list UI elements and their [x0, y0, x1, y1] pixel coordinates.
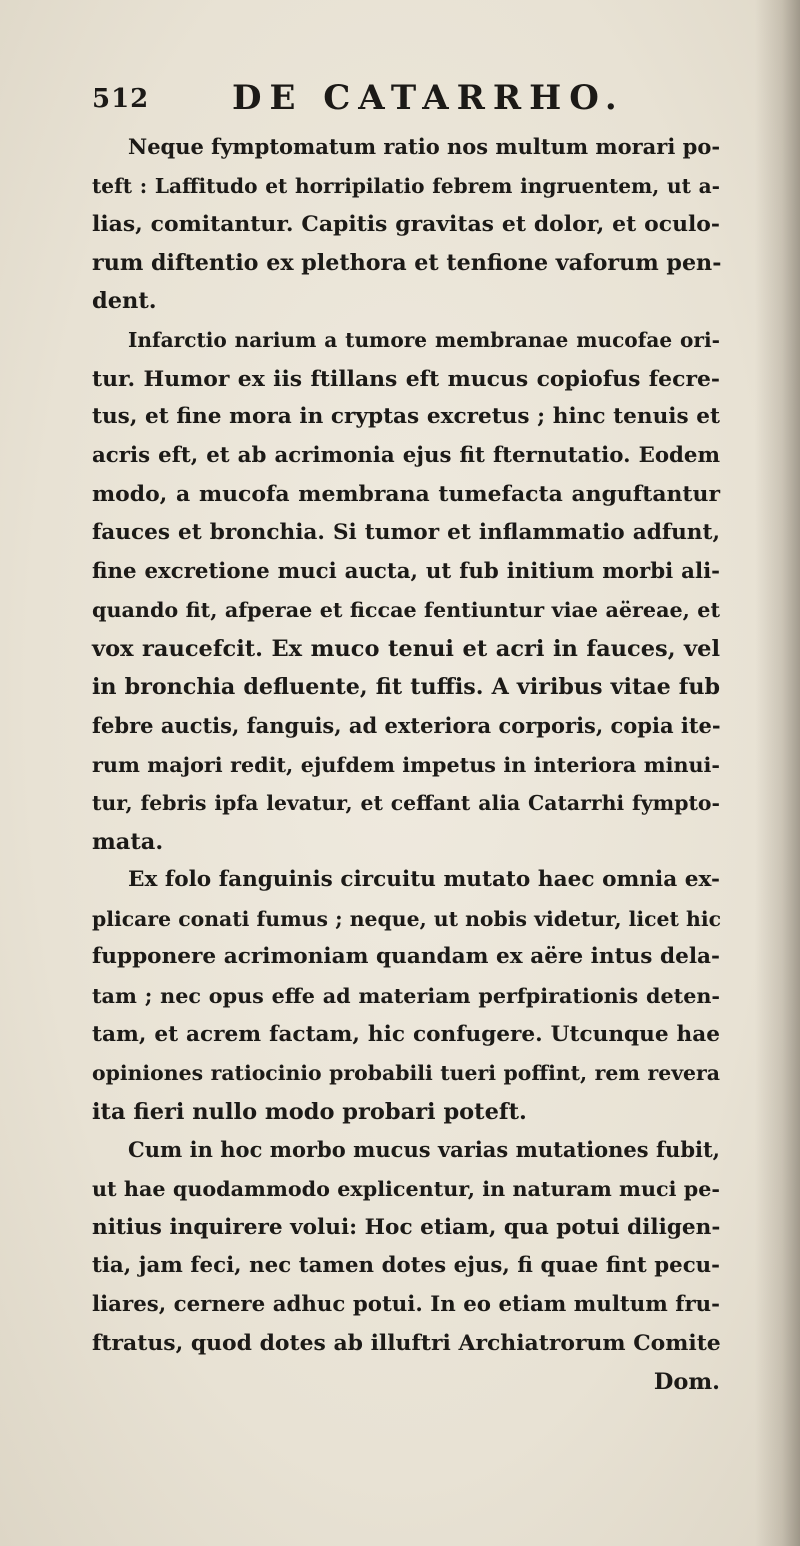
text-line: Infarctio narium a tumore membranae mucofae ori- — [128, 327, 720, 352]
text-line: Neque fymptomatum ratio nos multum morari po- — [128, 134, 721, 159]
text-line: plicare conati fumus ; neque, ut nobis videtur, licet hic — [92, 906, 722, 931]
text-line: vox raucefcit. Ex muco tenui et acri in fauces, vel — [92, 635, 720, 662]
text-line: febre auctis, fanguis, ad exteriora corporis, copia ite- — [92, 712, 721, 738]
text-line: tia, jam feci, nec tamen dotes ejus, fi quae fint pecu- — [92, 1253, 720, 1279]
text-line: Cum in hoc morbo mucus varias mutationes fubit, — [128, 1137, 720, 1163]
text-line: modo, a mucofa membrana tumefacta anguftantur — [92, 481, 720, 508]
text-line: in bronchia defluente, fit tuffis. A viribus vitae fub — [92, 674, 720, 701]
page-number: 512 — [92, 84, 150, 114]
text-line: quando fit, afperae et ficcae fentiuntur viae aëreae, et — [92, 598, 720, 623]
text-line: Ex folo fanguinis circuitu mutato haec omnia ex- — [128, 867, 720, 893]
text-line: fupponere acrimoniam quandam ex aëre intus dela- — [92, 944, 720, 970]
page-edge-shadow — [755, 0, 800, 1546]
text-line: mata. — [92, 828, 164, 855]
text-line: Dom. — [653, 1369, 720, 1395]
text-line: dent. — [92, 288, 157, 315]
text-line: tur, febris ipfa levatur, et ceffant alia Catarrhi fympto- — [92, 791, 720, 816]
running-title: DE CATARRHO. — [232, 78, 625, 118]
text-line: tus, et fine mora in cryptas excretus ; hinc tenuis et — [92, 404, 720, 430]
text-line: fine excretione muci aucta, ut fub initium morbi ali- — [92, 558, 720, 584]
text-line: acris eft, et ab acrimonia ejus fit fternutatio. Eodem — [92, 442, 720, 468]
text-line: ita fieri nullo modo probari poteft. — [92, 1098, 527, 1125]
text-line: nitius inquirere volui: Hoc etiam, qua potui diligen- — [92, 1214, 721, 1240]
text-line: teft : Laffitudo et horripilatio febrem ingruentem, ut a- — [92, 173, 720, 198]
text-line: ut hae quodammodo explicentur, in naturam muci pe- — [92, 1177, 720, 1202]
text-line: rum majori redit, ejufdem impetus in interiora minui- — [92, 752, 720, 777]
text-line: opiniones ratiocinio probabili tueri poffint, rem revera — [92, 1061, 720, 1086]
text-line: fauces et bronchia. Si tumor et inflammatio adfunt, — [92, 519, 720, 545]
text-line: ftratus, quod dotes ab illuftri Archiatrorum Comite — [92, 1330, 721, 1357]
text-line: lias, comitantur. Capitis gravitas et dolor, et oculo- — [92, 211, 720, 238]
body-text — [92, 128, 720, 1402]
text-line: liares, cernere adhuc potui. In eo etiam multum fru- — [92, 1291, 720, 1317]
text-line: tur. Humor ex iis ftillans eft mucus copiofus fecre- — [92, 365, 720, 392]
text-line: rum diftentio ex plethora et tenfione vaforum pen- — [92, 249, 722, 276]
text-line: tam ; nec opus effe ad materiam perfpirationis deten- — [92, 984, 720, 1009]
text-line: tam, et acrem factam, hic confugere. Utcunque hae — [92, 1021, 720, 1047]
page-header — [92, 78, 652, 122]
